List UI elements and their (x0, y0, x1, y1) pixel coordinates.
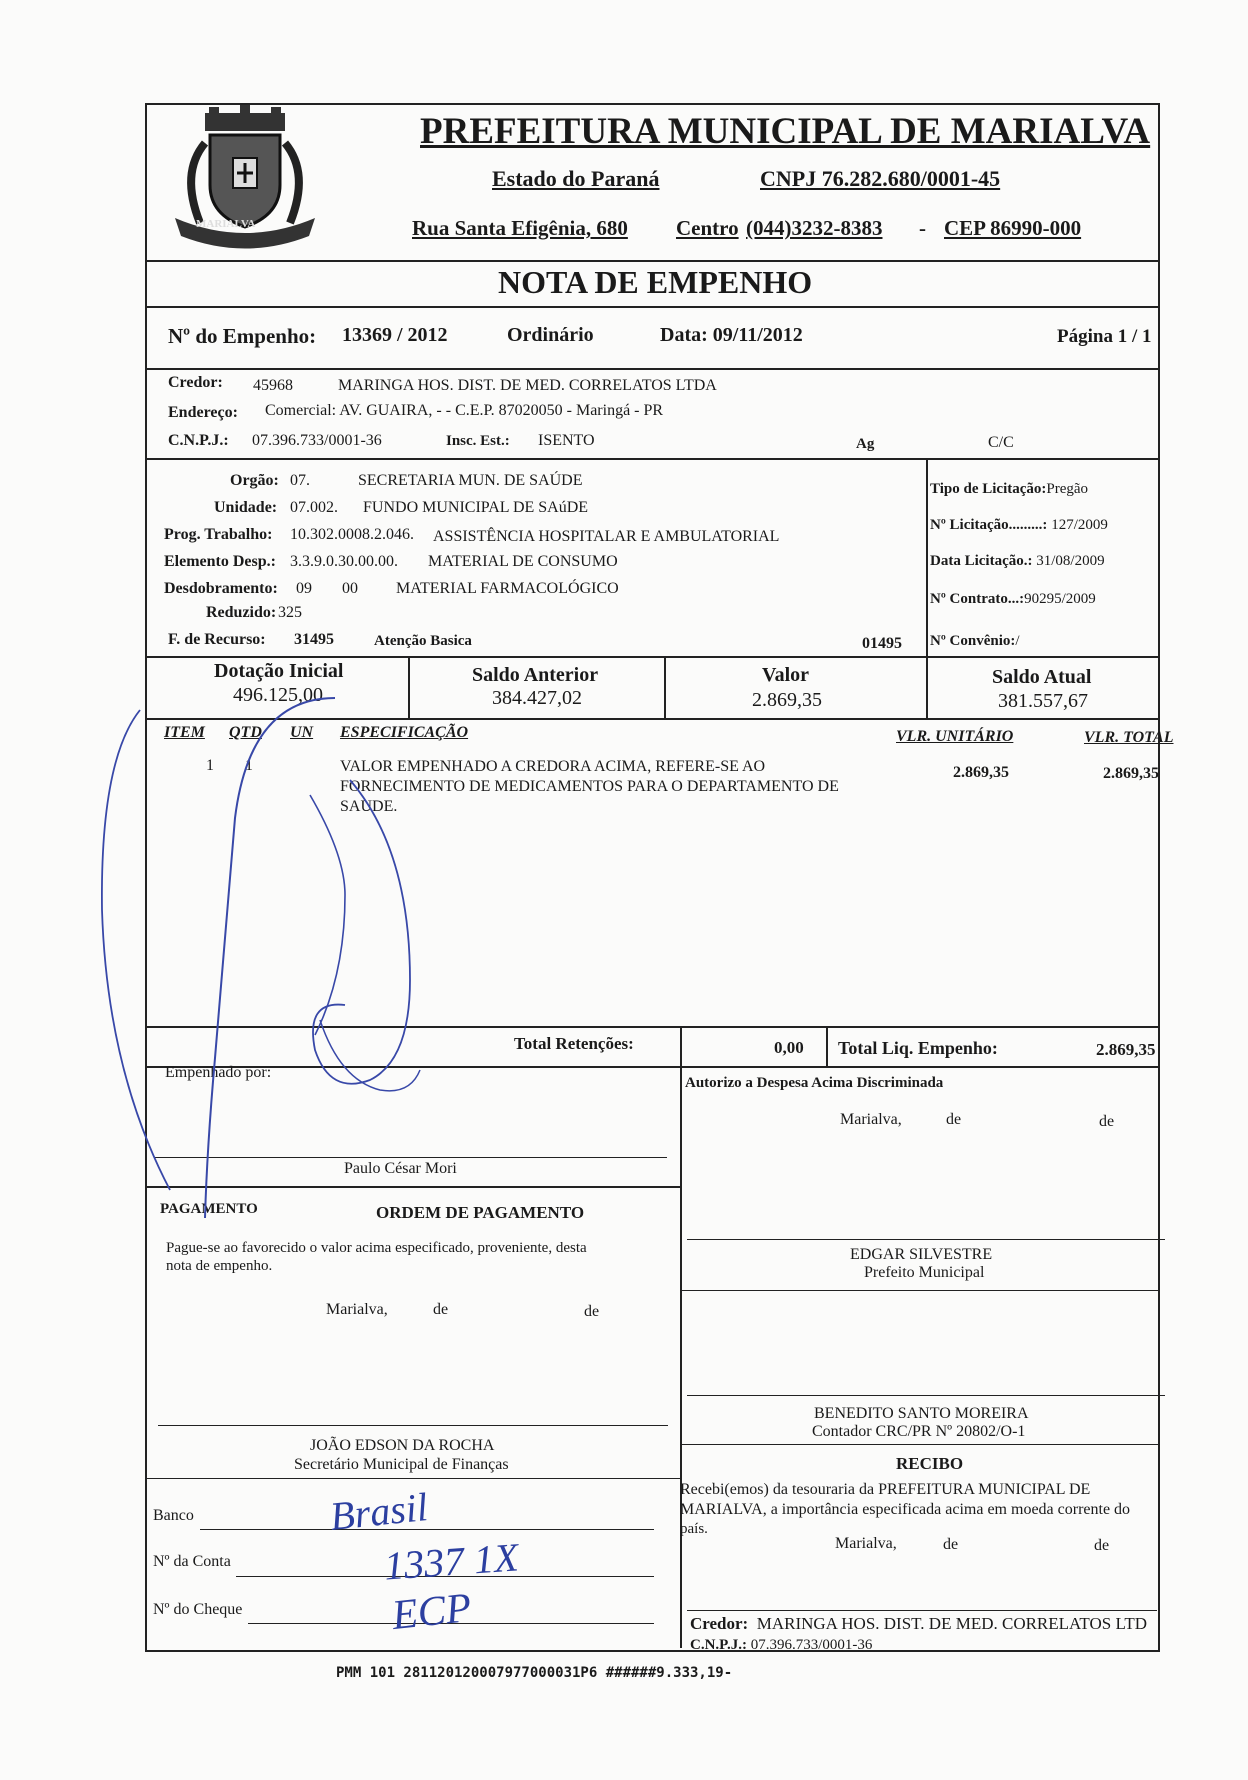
prefeito-signature-line (687, 1239, 1165, 1240)
item-unit-value: 2.869,35 (953, 764, 1009, 781)
empenho-page: Página 1 / 1 (1057, 326, 1152, 347)
item-spec-line2: FORNECIMENTO DE MEDICAMENTOS PARA O DEPARTAMENTO DE (340, 778, 839, 795)
dotacao-value: 496.125,00 (233, 684, 323, 706)
empenho-number-label: Nº do Empenho: (168, 324, 317, 348)
prog-label: Prog. Trabalho: (164, 526, 273, 543)
item-spec-line3: SAUDE. (340, 798, 398, 815)
total-liq-label: Total Liq. Empenho: (838, 1038, 998, 1058)
desd-code1: 09 (296, 580, 312, 597)
credor-cnpj: 07.396.733/0001-36 (252, 432, 382, 449)
prog-code: 10.302.0008.2.046. (290, 526, 414, 543)
unidade-label: Unidade: (214, 499, 278, 516)
prefeito-name: EDGAR SILVESTRE (850, 1246, 993, 1263)
secretario-name: JOÃO EDSON DA ROCHA (310, 1437, 495, 1454)
header-cep: CEP 86990-000 (944, 216, 1082, 240)
elem-code: 3.3.9.0.30.00.00. (290, 553, 398, 570)
recibo-line3: país. (680, 1521, 708, 1537)
document-title: NOTA DE EMPENHO (498, 264, 813, 300)
rule-budget (145, 656, 1158, 658)
secretario-role: Secretário Municipal de Finanças (294, 1456, 509, 1473)
credor-address-label: Endereço: (168, 404, 238, 421)
secretario-signature-line (158, 1425, 668, 1426)
header-district: Centro (676, 216, 739, 240)
pagamento-de2: de (584, 1303, 600, 1320)
col-item: ITEM (164, 724, 205, 741)
licitacao-num: Nº Licitação.........: 127/2009 (930, 517, 1108, 533)
total-retencoes-label: Total Retenções: (514, 1034, 634, 1053)
cheque-label: Nº do Cheque (153, 1601, 243, 1618)
licitacao-tipo: Tipo de Licitação:Pregão (930, 481, 1089, 497)
banco-handwriting: Brasil (327, 1484, 430, 1539)
desd: MATERIAL FARMACOLÓGICO (396, 580, 619, 597)
fonte-code: 31495 (294, 631, 334, 648)
recibo-cnpj: C.N.P.J.: 07.396.733/0001-36 (690, 1637, 873, 1653)
credor-insc: ISENTO (538, 432, 595, 449)
pagamento-de1: de (433, 1301, 449, 1318)
pagamento-label: PAGAMENTO (160, 1201, 258, 1217)
header-cnpj: CNPJ 76.282.680/0001-45 (760, 166, 1001, 191)
rule-totals-sep (826, 1026, 828, 1066)
empenho-number: 13369 / 2012 (342, 324, 448, 346)
autorizo-de2: de (1099, 1113, 1115, 1130)
conta-handwriting: 1337 1X (382, 1534, 520, 1589)
cheque-handwriting: ECP (389, 1584, 474, 1640)
saldo-atual-label: Saldo Atual (992, 666, 1092, 688)
item-number: 1 (206, 757, 214, 774)
total-retencoes-value: 0,00 (774, 1038, 804, 1057)
header-state: Estado do Paraná (492, 166, 660, 191)
desd-code2: 00 (342, 580, 358, 597)
header-address: Rua Santa Efigênia, 680 (412, 216, 628, 240)
saldo-atual-value: 381.557,67 (998, 690, 1088, 712)
credor-cc: C/C (988, 434, 1014, 451)
rule-prefeito (682, 1290, 1158, 1291)
contador-name: BENEDITO SANTO MOREIRA (814, 1405, 1029, 1422)
prefeito-role: Prefeito Municipal (864, 1264, 985, 1281)
empenhado-label: Empenhado por: (165, 1064, 272, 1081)
empenho-type: Ordinário (507, 324, 594, 346)
valor-label: Valor (762, 664, 810, 686)
autorizo-label: Autorizo a Despesa Acima Discriminada (685, 1075, 944, 1091)
credor-ag: Ag (856, 436, 875, 452)
licitacao-convenio: Nº Convênio:/ (930, 633, 1020, 649)
orgao: SECRETARIA MUN. DE SAÚDE (358, 472, 583, 489)
recibo-de2: de (1094, 1537, 1110, 1554)
total-liq-value: 2.869,35 (1096, 1040, 1156, 1059)
elem: MATERIAL DE CONSUMO (428, 553, 618, 570)
saldo-anterior-value: 384.427,02 (492, 687, 582, 709)
desd-label: Desdobramento: (164, 580, 278, 597)
empenho-date: Data: 09/11/2012 (660, 324, 803, 346)
contador-role: Contador CRC/PR Nº 20802/O-1 (812, 1423, 1026, 1440)
rule-middle (680, 1026, 682, 1648)
header-dash: - (919, 216, 926, 240)
elem-label: Elemento Desp.: (164, 553, 276, 570)
credor-insc-label: Insc. Est.: (446, 433, 510, 449)
reduzido-label: Reduzido: (206, 604, 277, 621)
rule-title (145, 306, 1158, 308)
crest-banner-text: MARIALVA (196, 218, 256, 230)
fonte: Atenção Basica (374, 633, 472, 649)
unidade-code: 07.002. (290, 499, 338, 516)
col-qtd: QTD (229, 724, 262, 741)
signature-scribble-icon (100, 690, 520, 1250)
rule-empenho (145, 368, 1158, 370)
fonte-code2: 01495 (862, 635, 902, 652)
header-title: PREFEITURA MUNICIPAL DE MARIALVA (420, 111, 1151, 152)
header-phone: (044)3232-8383 (746, 216, 883, 240)
autorizo-city: Marialva, (840, 1111, 902, 1128)
valor-value: 2.869,35 (752, 689, 822, 711)
recibo-title: RECIBO (896, 1454, 964, 1473)
licitacao-contrato: Nº Contrato...:90295/2009 (930, 591, 1096, 607)
prog: ASSISTÊNCIA HOSPITALAR E AMBULATORIAL (433, 528, 780, 545)
municipal-crest-icon (165, 103, 325, 258)
col-especificacao: ESPECIFICAÇÃO (340, 724, 469, 741)
unidade: FUNDO MUNICIPAL DE SAúDE (363, 499, 589, 516)
credor-name: MARINGA HOS. DIST. DE MED. CORRELATOS LTDA (338, 377, 717, 394)
recibo-signature-line (687, 1610, 1157, 1611)
orgao-label: Orgão: (230, 472, 279, 489)
recibo-credor: Credor: MARINGA HOS. DIST. DE MED. CORRELATOS LTD (690, 1614, 1147, 1633)
rule-licitacao (926, 458, 928, 718)
credor-label: Credor: (168, 374, 223, 391)
reduzido: 325 (278, 604, 302, 621)
recibo-line2: MARIALVA, a importância especificada acima em moeda corrente do (680, 1501, 1131, 1518)
orgao-code: 07. (290, 472, 310, 489)
recibo-de1: de (943, 1536, 959, 1553)
rule-header (145, 260, 1158, 262)
item-total-value: 2.869,35 (1103, 765, 1159, 782)
contador-signature-line (687, 1395, 1165, 1396)
saldo-anterior-label: Saldo Anterior (472, 664, 599, 686)
rule-saldo-2 (664, 656, 666, 718)
autorizo-de1: de (946, 1111, 962, 1128)
rule-contador (682, 1444, 1158, 1445)
recibo-line1: Recebi(emos) da tesouraria da PREFEITURA MUNICIPAL DE (680, 1481, 1091, 1498)
licitacao-data: Data Licitação.: 31/08/2009 (930, 553, 1105, 569)
banco-label: Banco (153, 1507, 194, 1524)
recibo-city: Marialva, (835, 1535, 897, 1552)
ordem-pagamento-title: ORDEM DE PAGAMENTO (376, 1203, 585, 1222)
dotacao-label: Dotação Inicial (214, 660, 344, 682)
item-qty: 1 (245, 757, 253, 774)
rule-secretario (145, 1478, 682, 1479)
item-spec-line1: VALOR EMPENHADO A CREDORA ACIMA, REFERE-SE AO (340, 758, 766, 775)
col-vlr-total: VLR. TOTAL (1084, 729, 1174, 746)
conta-label: Nº da Conta (153, 1553, 231, 1570)
empenhado-name: Paulo César Mori (344, 1160, 457, 1177)
col-un: UN (290, 724, 314, 741)
credor-address: Comercial: AV. GUAIRA, - - C.E.P. 87020050 - Maringá - PR (265, 402, 664, 419)
fonte-label: F. de Recurso: (168, 631, 266, 648)
credor-cnpj-label: C.N.P.J.: (168, 432, 229, 449)
pagamento-city: Marialva, (326, 1301, 388, 1318)
pagamento-text1: Pague-se ao favorecido o valor acima especificado, proveniente, desta (166, 1240, 587, 1256)
footer-code: PMM 101 281120120007977000031P6 ######9.333,19- (336, 1665, 733, 1681)
credor-code: 45968 (253, 377, 293, 394)
rule-credor (145, 458, 1158, 460)
col-vlr-unitario: VLR. UNITÁRIO (896, 728, 1014, 745)
pagamento-text2: nota de empenho. (166, 1258, 273, 1274)
